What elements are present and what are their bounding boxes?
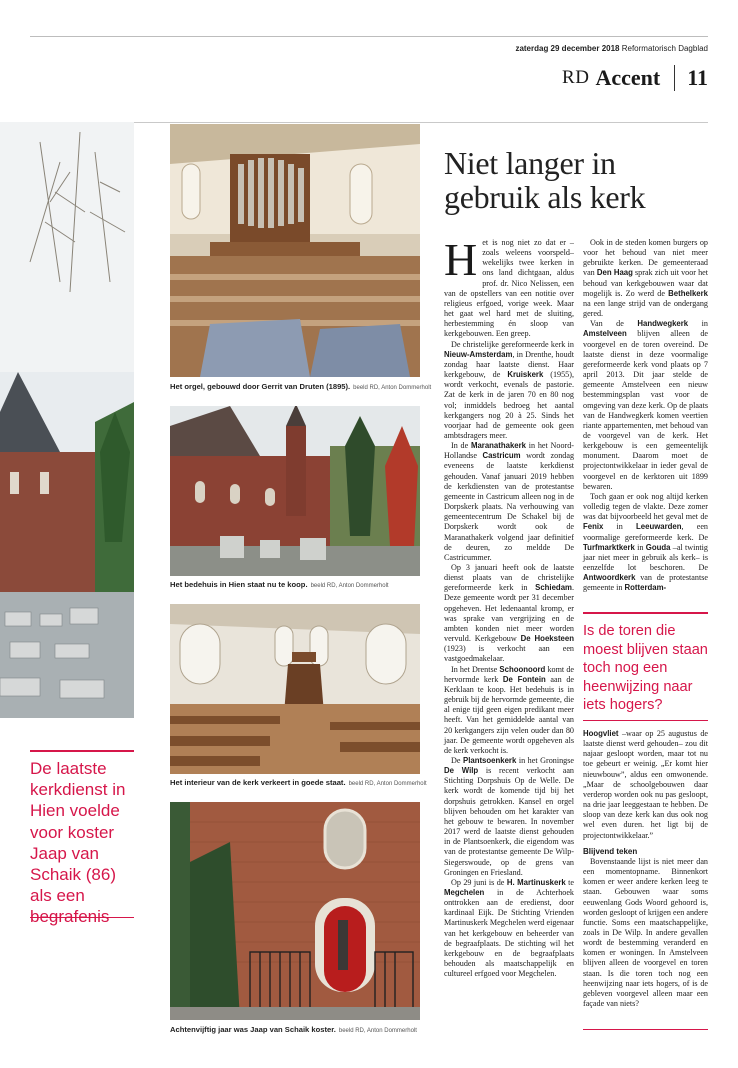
text: blijven alleen de voorgevel en de toren overeind. De laatste dienst in deze voormalige gereformeerde kerk vond plaats op 7 april 2013. Dit jaar stelde de gemeente Amstelveen een nieuw bestemmingsplan vast voor de omgeving van deze kerk. Op de plaats van de Handwegkerk komen veertien riante appartementen, met behoud van de voorgevel van de kerk. Het kerkgebouw is een gemeentelijk monument. Daarom moet de projectontwikkelaar in ieder geval de voorgevel en de kerktoren uit 1899 bewaren. [583, 329, 708, 491]
paragraph-megchelen [444, 878, 574, 980]
caption-credit: beeld RD, Anton Dommerholt [310, 583, 389, 589]
text: na een lange strijd van de ondergang gered. [583, 298, 708, 319]
text: in [634, 542, 646, 552]
paragraph-amstelveen [583, 319, 708, 492]
photo-caption-organ [170, 382, 431, 391]
text: Van de [590, 319, 638, 329]
place-name: Leeuwarden [636, 522, 682, 532]
drop-cap: H [444, 234, 478, 285]
text: in [603, 522, 637, 532]
text: in [688, 319, 708, 329]
photo-caption-koster [170, 1025, 417, 1034]
text: Bovenstaande lijst is niet meer dan een momentopname. Binnenkort komen er weer andere kerken leeg te staan. Gebouwen waar soms eeuwenlang Gods Woord gehoord is, worden gesloopt of krijgen een andere functie. Soms een maatschappelijke, zoals in De Wilp. In andere gevallen wordt de bestemming veranderd en komen er woningen. In Amstelveen blijven alleen de voorgevel en toren staan. Is die toren toch nog een heenwijzing naar iets hogers, of is de gebleven voorgevel alleen maar een façade van niets? [583, 856, 708, 1009]
place-name: Den Haag [596, 268, 633, 278]
text: In het Drentse [451, 664, 500, 674]
quote-right-rule [583, 612, 708, 614]
paper-name: Reformatorisch Dagblad [621, 44, 708, 53]
place-name: Megchelen [444, 888, 485, 897]
place-name: Nieuw-Amsterdam [444, 349, 513, 359]
church-name: Bethelkerk [668, 288, 708, 298]
intro-paragraph [444, 234, 574, 340]
caption-text: Het orgel, gebouwd door Gerrit van Druten (1895). [170, 382, 351, 391]
church-exterior-photo [0, 122, 134, 718]
pull-quote-left: De laatste kerkdienst in Hien voelde voor koster Jaap van Schaik (86) als een begrafenis [30, 759, 126, 927]
caption-text: Het bedehuis in Hien staat nu te koop. [170, 580, 308, 589]
church-name: Handwegkerk [637, 319, 689, 329]
place-name: Schiedam [535, 583, 572, 593]
text: –al twintig jaar niet meer in gebruik als kerk– is eenzelfde lot beschoren. De [583, 542, 708, 572]
church-interior-photo [170, 604, 420, 774]
date-text: zaterdag 29 december 2018 [515, 44, 620, 53]
text: (1923) is verkocht aan een vastgoedmakelaar. [444, 644, 574, 664]
church-name: Turfmarktkerk [583, 542, 635, 552]
church-name: Kruiskerk [507, 370, 544, 380]
text: , een voormalige gereformeerde kerk. De [583, 522, 708, 542]
text: in het Noord-Hollandse [444, 441, 575, 461]
intro-text: et is nog niet zo dat er –zoals weleens voorspeld– wekelijks twee kerken in ons land dichtgaan, aldus prof. dr. Nico Nelissen, een van de opstellers van een notitie over religieus erfgoed, vorige week. Maar het gaat wel hard met de sluiting, herbestemming én sloop van kerkgebouwen. Een greep. [444, 238, 574, 339]
section-prefix: RD [562, 67, 590, 88]
top-rule [30, 36, 708, 37]
place-name: Rotterdam [624, 583, 664, 593]
masthead-divider [674, 65, 675, 91]
paragraph-hoogvliet [583, 729, 708, 841]
text: sprak zich uit voor het behoud van kerkgebouwen waar dat mogelijk is. Zo werd de [583, 268, 709, 298]
article-column-2 [583, 238, 708, 593]
text: wordt zondag eveneens de laatste kerkdienst gehouden. Vanaf januari 2019 hebben de kerkdiensten van de protestantse gemeente in Castricum alleen nog in de Dorpskerk plaats. Na verhouwing van gemeentecentrum De Schakel bij de Dorpskerk wordt ook de Maranathakerk volgend jaar definitief de deuren, zo meldde De Castricummer. [444, 451, 575, 562]
paragraph-closing [583, 857, 708, 1009]
text: aan de Kerklaan te koop. Het bedehuis is in gebruik bij de hervormde gemeente, die al enige tijd geen eigen predikant meer heeft. Van het gemiddelde aantal van 20 kerkgangers zijn velen ouder dan 80 jaar. De gemeente wordt opgeheven als de kerk verkocht is. [444, 674, 574, 755]
article-headline: Niet langer in gebruik als kerk [444, 145, 646, 215]
subheading: Blijvend teken [583, 846, 638, 856]
paragraph-de-wilp [444, 756, 574, 878]
pull-quote-right: Is de toren die moest blijven staan toch nog een heenwijzing naar iets hogers? [583, 623, 708, 714]
place-name: Schoonoord [499, 664, 546, 674]
text: in het Groningse [516, 755, 574, 765]
text: –waar op 25 augustus de laatste dienst werd gehouden– zou dit najaar gesloopt worden, maar tot nu toe gebeurt er weinig. „Er komt hier nieuwbouw”, aldus een omwonende. „Maar de schoolgebouwen daar verderop worden ook nu pas gesloopt, na drie jaar leeggestaan te hebben. De sloop van deze kerk kan dus ook nog wel even duren. het ligt bij de projectontwikkelaar.” [583, 729, 708, 840]
article-column-3 [583, 729, 708, 1009]
church-name: Maranathakerk [470, 441, 527, 451]
text: is recent verkocht aan Stichting Dorpshuis Op de Welle. De kerk wordt de komende tijd bij het dorpshuis getrokken. Kansel en orgel blijven behouden om het karakter van het gebouw te bewaren. In november 2017 werd de laatste dienst gehouden in de Plantsoenkerk, die eigendom was van de protestantse gemeente De Wilp-Siegerswoude, op de grens van Groningen en Friesland. [444, 766, 574, 877]
place-name: De Wilp [444, 766, 479, 776]
photo-caption-interior [170, 778, 427, 787]
paragraph-nieuw-amsterdam [444, 340, 574, 442]
text: Ook in de steden komen burgers op voor het behoud van niet meer gebruikte kerken. De gemeenteraad van [583, 238, 708, 278]
photo-caption-hien [170, 580, 389, 589]
church-name: De Hoeksteen [520, 634, 574, 644]
church-name: H. Martinuskerk [506, 877, 566, 887]
text: Op 3 januari heeft ook de laatste dienst plaats van de christelijke gereformeerde kerk in [444, 563, 574, 593]
caption-credit: beeld RD, Anton Dommerholt [353, 385, 432, 391]
article-column-1 [444, 234, 575, 979]
red-door-photo [170, 802, 420, 1020]
church-name: Antwoordkerk [583, 573, 636, 583]
page-number: 11 [687, 65, 708, 90]
text: (1955), wordt verkocht, evenals de pastorie. Zat de kerk in de jaren 70 en 80 nog vol; inmiddels bedroeg het aantal kerkgangers nog 20 à 25. Sinds het voorjaar had de gemeente ook geen ambtsdragers meer. [444, 370, 574, 440]
church-hien-photo [170, 406, 420, 576]
quote-left-rule [30, 750, 134, 752]
text: De [451, 755, 463, 765]
caption-text: Het interieur van de kerk verkeert in goede staat. [170, 778, 346, 787]
paragraph-castricum [444, 441, 574, 563]
quote-left-bottom-rule [30, 917, 134, 918]
paragraph-gelijk [583, 492, 708, 594]
article-end-rule [583, 1029, 708, 1030]
text: van de protestantse gemeente in [583, 573, 708, 593]
church-name: Fenix [583, 522, 604, 532]
church-name: Plantsoenkerk [463, 755, 517, 765]
text: komt de hervormde kerk [444, 664, 574, 684]
place-name: Hoogvliet [583, 729, 619, 738]
quote-right-bottom-rule [583, 720, 708, 721]
caption-text: Achtenvijftig jaar was Jaap van Schaik koster. [170, 1025, 336, 1034]
paragraph-steden [583, 238, 708, 319]
section-title: Accent [595, 65, 661, 90]
place-name: Castricum [482, 451, 521, 461]
paragraph-schoonoord [444, 665, 574, 756]
caption-credit: beeld RD, Anton Dommerholt [348, 781, 427, 787]
place-name: Gouda [645, 542, 671, 552]
section-masthead [562, 62, 708, 94]
text: In de [451, 441, 471, 451]
paragraph-schiedam [444, 563, 574, 665]
hyphen: - [663, 583, 667, 593]
text: De christelijke gereformeerde kerk in [451, 339, 574, 349]
text: Toch gaan er ook nog altijd kerken volledig tegen de vlakte. Deze zomer was dat bijvoorbeeld het geval met de [583, 491, 708, 522]
church-name: De Fontein [502, 674, 546, 684]
place-name: Amstelveen [583, 329, 627, 339]
text: , in Drenthe, houdt zondag haar laatste dienst. Haar kerkgebouw, de [444, 349, 574, 380]
text: Op 29 juni is de [451, 877, 507, 887]
text: te [565, 877, 574, 887]
text: in de Achterhoek onttrokken aan de eredienst, door kardinaal Eijk. De Stichting Vrienden Martinuskerk Megchelen werd eigenaar van het kerkgebouw en beheerder van de begraafplaats. De stichting wil het kerkgebouw en de begraafplaats behouden als maatschappelijk en cultureel erfgoed voor Megchelen. [444, 888, 574, 979]
organ-interior-photo [170, 124, 420, 377]
text: . Deze gemeente wordt per 31 december opgeheven. Het ledenaantal kromp, er was sprake van vergrijzing en de ambten konden niet meer worden vervuld. Kerkgebouw [444, 583, 574, 644]
caption-credit: beeld RD, Anton Dommerholt [338, 1028, 417, 1034]
dateline [515, 44, 708, 53]
